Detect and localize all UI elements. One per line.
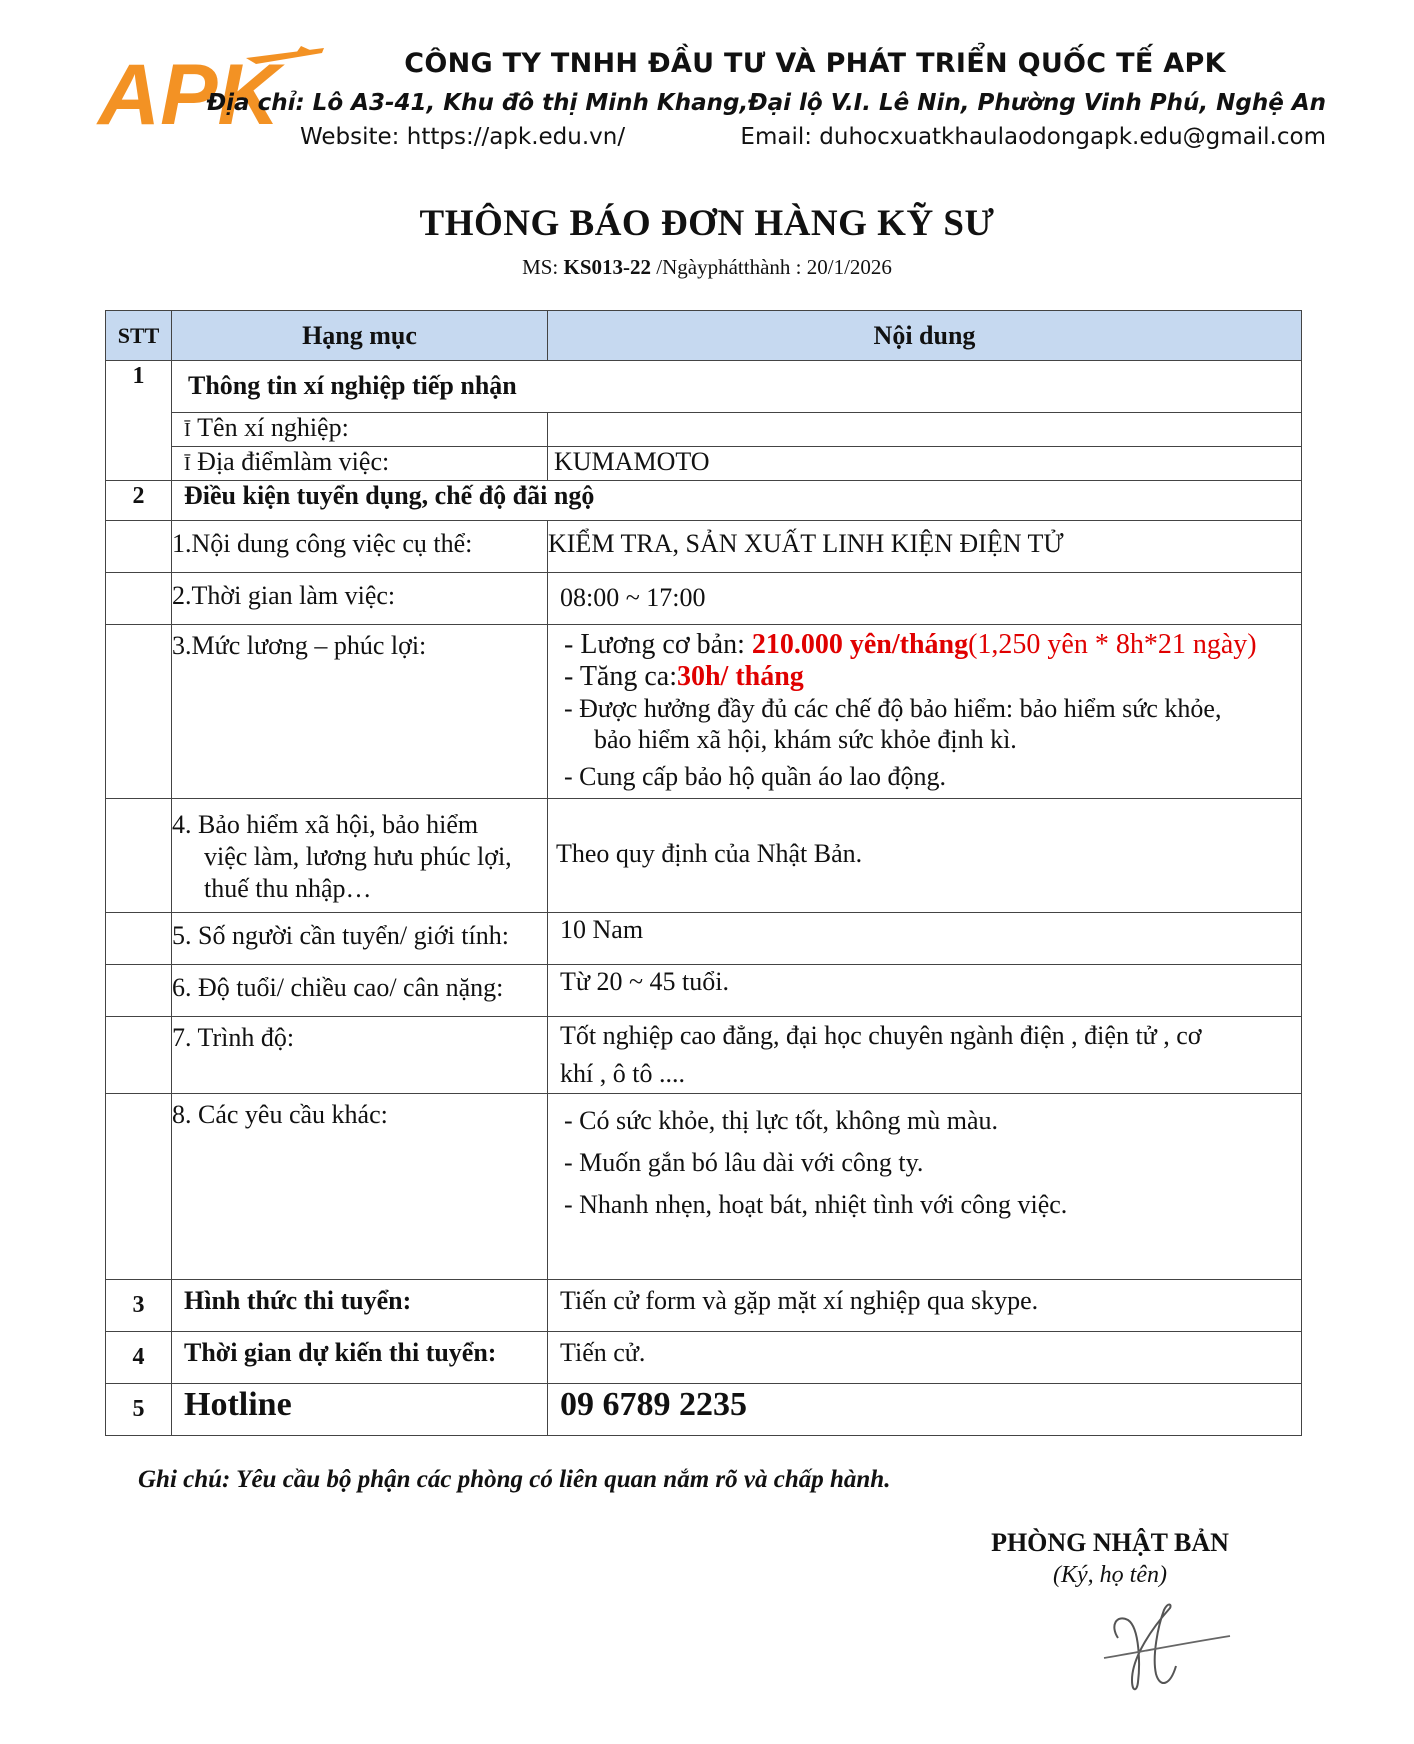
section-title: Điều kiện tuyển dụng, chế độ đãi ngộ bbox=[172, 481, 1302, 521]
job-content-label: 1.Nội dung công việc cụ thể: bbox=[172, 521, 548, 573]
table-row bbox=[106, 913, 1302, 965]
section-row bbox=[106, 481, 1302, 521]
insurance-label: 4. Bảo hiểm xã hội, bảo hiểm việc làm, lương hưu phúc lợi, thuế thu nhập… bbox=[172, 799, 548, 913]
headcount-value: 10 Nam bbox=[548, 913, 1302, 965]
table-row bbox=[106, 965, 1302, 1017]
letterhead bbox=[0, 0, 1414, 170]
education-label: 7. Trình độ: bbox=[172, 1017, 548, 1094]
exam-date-value: Tiến cử. bbox=[548, 1332, 1302, 1384]
table-row bbox=[106, 521, 1302, 573]
table-header-row bbox=[106, 311, 1302, 361]
issue-date: /Ngàyphátthành : 20/1/2026 bbox=[651, 255, 892, 279]
section-no: 1 bbox=[106, 361, 172, 413]
svg-text:APK: APK bbox=[98, 47, 280, 143]
section-title: Thông tin xí nghiệp tiếp nhận bbox=[172, 361, 1302, 413]
table-row bbox=[106, 413, 1302, 447]
col-content: Nội dung bbox=[548, 311, 1302, 361]
section-no: 3 bbox=[106, 1280, 172, 1332]
job-content-value: KIỂM TRA, SẢN XUẤT LINH KIỆN ĐIỆN TỬ bbox=[548, 521, 1302, 573]
company-email[interactable]: Email: duhocxuatkhaulaodongapk.edu@gmail.com bbox=[740, 124, 1326, 150]
table-row bbox=[106, 573, 1302, 625]
company-name-value bbox=[548, 413, 1302, 447]
table-row bbox=[106, 447, 1302, 481]
age-value: Từ 20 ~ 45 tuổi. bbox=[548, 965, 1302, 1017]
location-label: Ῑ Địa điểmlàm việc: bbox=[172, 447, 548, 481]
working-hours-value: 08:00 ~ 17:00 bbox=[548, 573, 1302, 625]
headcount-label: 5. Số người cần tuyển/ giới tính: bbox=[172, 913, 548, 965]
table-row bbox=[106, 1017, 1302, 1094]
document-title: THÔNG BÁO ĐƠN HÀNG KỸ SƯ bbox=[419, 203, 995, 244]
exam-format-value: Tiến cử form và gặp mặt xí nghiệp qua skype. bbox=[548, 1280, 1302, 1332]
salary-value: - Lương cơ bản: 210.000 yên/tháng(1,250 yên * 8h*21 ngày) - Tăng ca:30h/ tháng - Được hưởng đầy đủ các chế độ bảo hiểm: bảo hiểm sức khỏe, bảo hiểm xã hội, khám sức khỏe định kì. - Cung cấp bảo hộ quần áo lao động. bbox=[548, 625, 1302, 799]
overtime-hours: 30h/ tháng bbox=[676, 661, 804, 692]
company-name-label: Ῑ Tên xí nghiệp: bbox=[172, 413, 548, 447]
table-row bbox=[106, 1332, 1302, 1384]
section-no: 2 bbox=[106, 481, 172, 521]
signature-hint: (Ký, họ tên) bbox=[1053, 1562, 1167, 1588]
company-website[interactable]: Website: https://apk.edu.vn/ bbox=[300, 124, 626, 150]
company-address: Địa chỉ: Lô A3-41, Khu đô thị Minh Khang,Đại lộ V.I. Lê Nin, Phường Vinh Phú, Nghệ An bbox=[206, 90, 1326, 116]
age-label: 6. Độ tuổi/ chiều cao/ cân nặng: bbox=[172, 965, 548, 1017]
exam-format-label: Hình thức thi tuyển: bbox=[172, 1280, 548, 1332]
salary-label: 3.Mức lương – phúc lợi: bbox=[172, 625, 548, 799]
table-row bbox=[106, 1280, 1302, 1332]
table-row bbox=[106, 625, 1302, 799]
department-name: PHÒNG NHẬT BẢN bbox=[991, 1528, 1229, 1557]
table-row bbox=[106, 1094, 1302, 1280]
col-item: Hạng mục bbox=[172, 311, 548, 361]
working-hours-label: 2.Thời gian làm việc: bbox=[172, 573, 548, 625]
signature-mark bbox=[1100, 1596, 1240, 1696]
hotline-label: Hotline bbox=[172, 1384, 548, 1436]
section-no: 4 bbox=[106, 1332, 172, 1384]
section-row bbox=[106, 361, 1302, 413]
location-value: KUMAMOTO bbox=[548, 447, 1302, 481]
section-no: 5 bbox=[106, 1384, 172, 1436]
col-stt: STT bbox=[106, 311, 172, 361]
other-requirements-value: - Có sức khỏe, thị lực tốt, không mù màu. - Muốn gắn bó lâu dài với công ty. - Nhanh nhẹn, hoạt bát, nhiệt tình với công việc. bbox=[548, 1094, 1302, 1280]
table-row bbox=[106, 1384, 1302, 1436]
hotline-number[interactable]: 09 6789 2235 bbox=[548, 1384, 1302, 1436]
company-name: CÔNG TY TNHH ĐẦU TƯ VÀ PHÁT TRIỂN QUỐC TẾ APK bbox=[404, 48, 1226, 79]
insurance-value: Theo quy định của Nhật Bản. bbox=[548, 799, 1302, 913]
order-code: KS013-22 bbox=[563, 255, 652, 279]
exam-date-label: Thời gian dự kiến thi tuyển: bbox=[172, 1332, 548, 1384]
education-value: Tốt nghiệp cao đẳng, đại học chuyên ngành điện , điện tử , cơ khí , ô tô .... bbox=[548, 1017, 1302, 1094]
order-table bbox=[105, 310, 1302, 1436]
basic-salary: 210.000 yên/tháng bbox=[751, 629, 969, 660]
document-code-line: MS: KS013-22 /Ngàyphátthành : 20/1/2026 bbox=[522, 255, 892, 279]
footer-note: Ghi chú: Yêu cầu bộ phận các phòng có liên quan nắm rõ và chấp hành. bbox=[138, 1466, 891, 1493]
other-requirements-label: 8. Các yêu cầu khác: bbox=[172, 1094, 548, 1280]
table-row bbox=[106, 799, 1302, 913]
